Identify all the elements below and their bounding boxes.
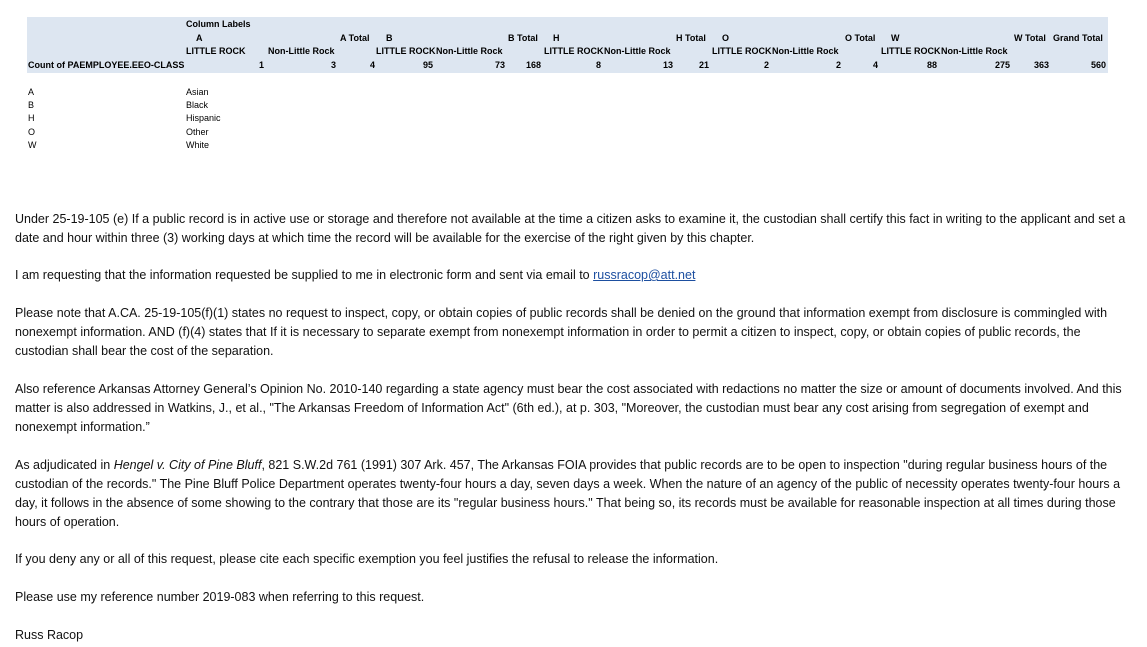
col-header-total-b: B Total <box>508 33 538 43</box>
group-code-a: A <box>196 33 203 43</box>
col-header-non-little-rock-b: Non-Little Rock <box>436 46 503 56</box>
legend-label: Asian <box>186 87 209 97</box>
paragraph-commingled-info: Please note that A.CA. 25-19-105(f)(1) states no request to inspect, copy, or obtain copies of public records shall be denied on the ground that information exempt from disclosure is commingled with nonexempt information. AND (f)(4) states that If it is necessary to separate exempt from nonexempt information in order to permit a citizen to inspect, copy, or obtain copies of public records, the custodian shall bear the cost of the separation. <box>15 306 1108 358</box>
cell-o-little-rock: 2 <box>763 60 769 70</box>
hengel-body: , 821 S.W.2d 761 (1991) 307 Ark. 457, The Arkansas FOIA provides that public records are to be open to inspection "during regular business hours of the custodian of the records." The Pine Bluff Police Department operates twenty-four hours a day, seven days a week. When the nature of an agency of the public of necessity operates twenty-four hours a day, it follows in the absence of some showing to the contrary that those are its "regular business hours." That being so, its records must be available for reasonable inspection at all times during those hours of operation. <box>15 458 1121 529</box>
group-code-o: O <box>722 33 730 43</box>
col-header-total-w: W Total <box>1014 33 1046 43</box>
cell-b-total: 168 <box>525 60 541 70</box>
case-name: Hengel v. City of Pine Bluff <box>113 458 262 472</box>
col-header-non-little-rock-o: Non-Little Rock <box>772 46 839 56</box>
group-code-b: B <box>386 33 393 43</box>
col-header-non-little-rock-a: Non-Little Rock <box>268 46 335 56</box>
cell-o-non-little-rock: 2 <box>835 60 841 70</box>
cell-grand-total: 560 <box>1090 60 1106 70</box>
col-header-little-rock-o: LITTLE ROCK <box>712 46 772 56</box>
cell-a-non-little-rock: 3 <box>330 60 336 70</box>
paragraph-reference-number: Please use my reference number 2019-083 when referring to this request. <box>15 590 425 604</box>
cell-b-non-little-rock: 73 <box>494 60 505 70</box>
legend-code: O <box>28 127 36 137</box>
col-header-non-little-rock-h: Non-Little Rock <box>604 46 671 56</box>
col-header-little-rock-h: LITTLE ROCK <box>544 46 604 56</box>
legend-label: Hispanic <box>186 113 221 123</box>
row-label: Count of PAEMPLOYEE.EEO-CLASS <box>28 60 185 70</box>
col-header-non-little-rock-w: Non-Little Rock <box>941 46 1008 56</box>
legend-label: Black <box>186 100 209 110</box>
paragraph-records-in-use: Under 25-19-105 (e) If a public record is in active use or storage and therefore not available at the time a citizen asks to examine it, the custodian shall certify this fact in writing to the applicant and set a date and hour within three (3) working days at which time the record will be available for the exercise of the right given by this chapter. <box>15 212 1126 245</box>
col-header-little-rock-b: LITTLE ROCK <box>376 46 436 56</box>
cell-a-little-rock: 1 <box>258 60 264 70</box>
col-header-little-rock-w: LITTLE ROCK <box>881 46 941 56</box>
paragraph-denial-exemption: If you deny any or all of this request, please cite each specific exemption you feel justifies the refusal to release the information. <box>15 552 719 566</box>
legend-code: H <box>28 113 35 123</box>
signature: Russ Racop <box>15 628 84 642</box>
legend-code: B <box>28 100 35 110</box>
cell-w-total: 363 <box>1033 60 1049 70</box>
group-code-w: W <box>891 33 900 43</box>
col-header-total-a: A Total <box>340 33 370 43</box>
legend-code: W <box>28 140 37 150</box>
column-labels-caption: Column Labels <box>186 19 251 29</box>
paragraph-redaction-cost: Also reference Arkansas Attorney General’s Opinion No. 2010-140 regarding a state agency must bear the cost associated with redactions no matter the size or amount of documents involved. And this matter is also addressed in Watkins, J., et al., "The Arkansas Freedom of Information Act" (6th ed.), at p. 303, "Moreover, the custodian must bear any cost arising from segregation of exempt and nonexempt information.” <box>15 382 1122 434</box>
cell-h-little-rock: 8 <box>595 60 601 70</box>
legend-code: A <box>28 87 35 97</box>
cell-a-total: 4 <box>369 60 375 70</box>
cell-h-non-little-rock: 13 <box>662 60 673 70</box>
col-header-grand-total: Grand Total <box>1053 33 1103 43</box>
electronic-request-text: I am requesting that the information requested be supplied to me in electronic form and sent via email to <box>15 268 594 282</box>
legend-label: Other <box>186 127 209 137</box>
col-header-total-h: H Total <box>676 33 706 43</box>
col-header-little-rock-a: LITTLE ROCK <box>186 46 246 56</box>
email-link[interactable]: russracop@att.net <box>593 268 696 282</box>
cell-o-total: 4 <box>872 60 878 70</box>
paragraph-electronic-request <box>15 266 1135 285</box>
group-code-h: H <box>553 33 560 43</box>
col-header-total-o: O Total <box>845 33 876 43</box>
cell-b-little-rock: 95 <box>422 60 433 70</box>
paragraph-hengel-case <box>15 456 1135 532</box>
cell-h-total: 21 <box>698 60 709 70</box>
legend-label: White <box>186 140 210 150</box>
cell-w-little-rock: 88 <box>926 60 937 70</box>
cell-w-non-little-rock: 275 <box>994 60 1010 70</box>
hengel-prefix: As adjudicated in <box>15 458 114 472</box>
